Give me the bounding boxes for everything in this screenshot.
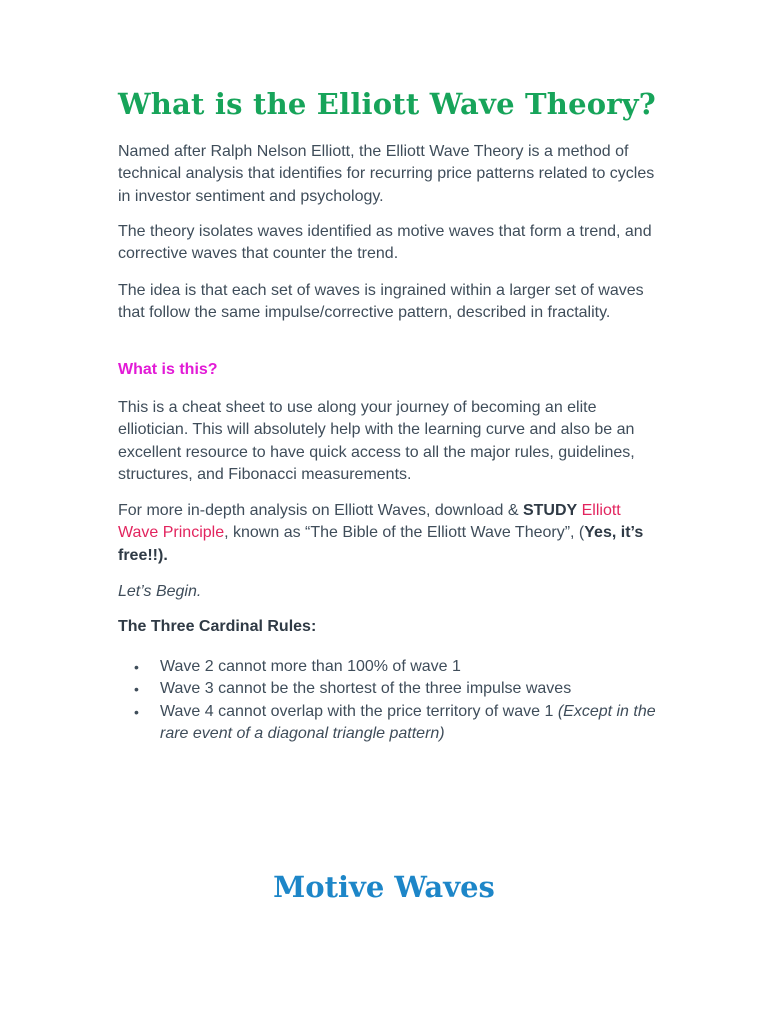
what-is-this-paragraph: This is a cheat sheet to use along your journey of becoming an elite elliotician. This will absolutely help with the learning curve and also be an excellent resource to have quick access to all the major rules, guidelines, structures, and Fibonacci measurements. xyxy=(118,399,635,484)
intro-paragraph-3: The idea is that each set of waves is ingrained within a larger set of waves that follow the same impulse/corrective pattern, described in fractality. xyxy=(118,282,644,322)
study-middle: , known as “The Bible of the Elliott Wave Theory”, ( xyxy=(224,524,585,542)
motive-waves-heading: Motive Waves xyxy=(273,870,495,904)
cardinal-rules-heading: The Three Cardinal Rules: xyxy=(118,618,317,635)
what-is-this-heading: What is this? xyxy=(118,361,218,378)
rule-item xyxy=(134,656,658,678)
rule-text: Wave 3 cannot be the shortest of the three impulse waves xyxy=(160,680,572,698)
study-prefix: For more in-depth analysis on Elliott Waves, download & xyxy=(118,502,523,519)
bullet-icon: • xyxy=(134,703,139,720)
study-paragraph xyxy=(118,500,658,567)
cardinal-rules-list xyxy=(118,656,658,746)
page-title: What is the Elliott Wave Theory? xyxy=(118,87,657,121)
intro-paragraph-2: The theory isolates waves identified as motive waves that form a trend, and corrective waves that counter the trend. xyxy=(118,223,652,263)
study-word: STUDY xyxy=(522,502,578,519)
rule-note: (Except in the rare event of a diagonal triangle pattern) xyxy=(160,702,656,743)
rule-item xyxy=(134,678,658,700)
elliott-wave-principle-link[interactable]: Elliott Wave Principle xyxy=(118,502,621,542)
bullet-icon: • xyxy=(134,681,139,698)
bullet-icon: • xyxy=(134,659,139,675)
lets-begin-text: Let’s Begin. xyxy=(118,583,202,600)
free-note: Yes, it’s free!!). xyxy=(118,524,644,564)
intro-paragraph-1: Named after Ralph Nelson Elliott, the Elliott Wave Theory is a method of technical analysis that identifies for recurring price patterns related to cycles in investor sentiment and psychology. xyxy=(118,143,655,205)
rule-item xyxy=(134,701,658,746)
rule-text: Wave 2 cannot more than 100% of wave 1 xyxy=(160,658,461,675)
rule-text: Wave 4 cannot overlap with the price territory of wave 1 xyxy=(160,702,558,720)
